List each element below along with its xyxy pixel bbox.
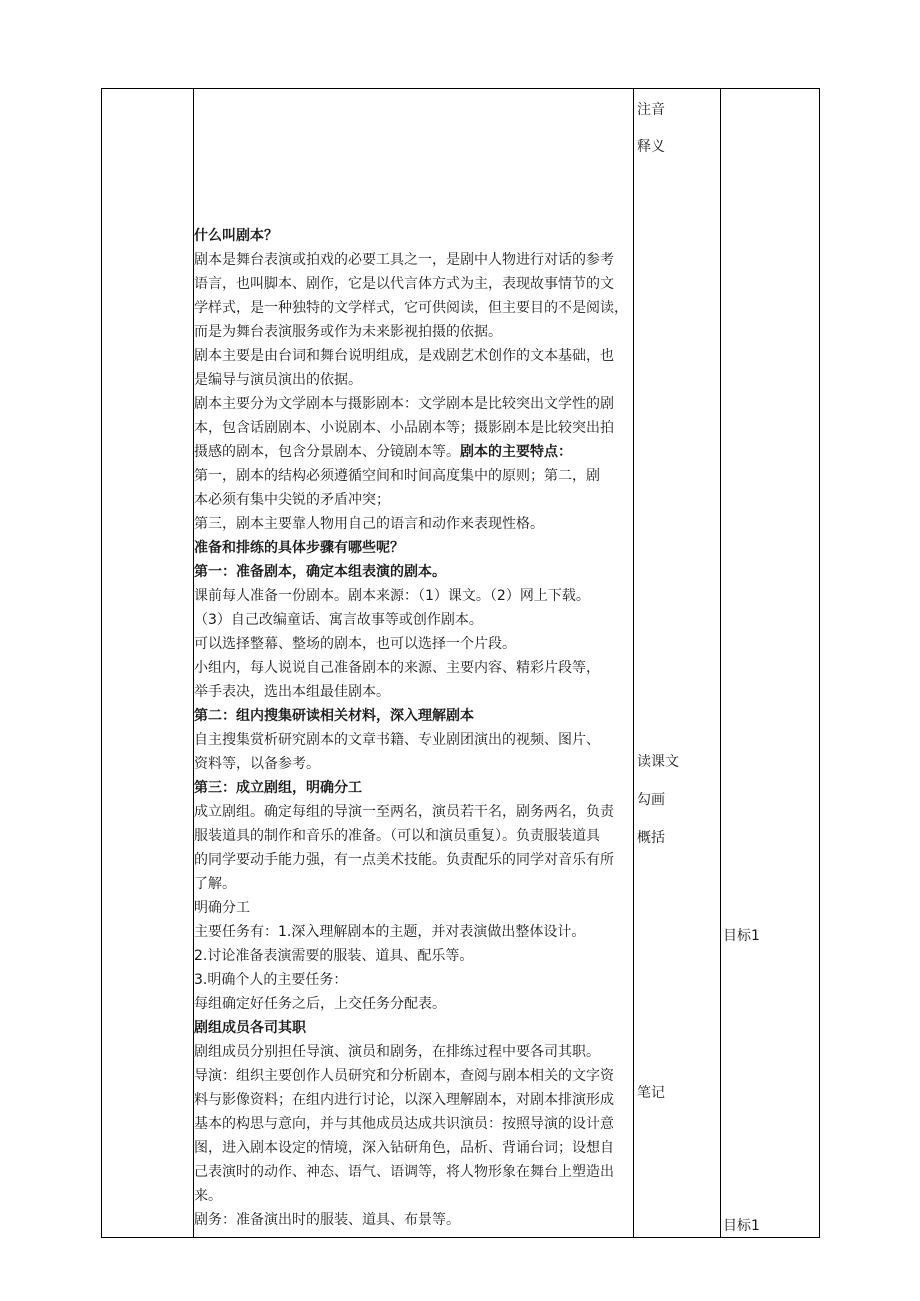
- content-line: [194, 369, 362, 391]
- line-text: 2.讨论准备表演需要的服装、道具、配乐等。: [194, 948, 474, 964]
- line-text: 了解。: [194, 876, 236, 892]
- section-heading: [194, 561, 446, 583]
- content-line: [194, 993, 446, 1015]
- line-text: 小组内，每人说说自己准备剧本的来源、主要内容、精彩片段等，: [194, 660, 600, 676]
- note-definition: 释义: [637, 139, 665, 155]
- content-line: [194, 897, 250, 919]
- line-text: 剧务：准备演出时的服装、道具、布景等。: [194, 1212, 460, 1228]
- content-line: [194, 1185, 222, 1207]
- line-text: 服装道具的制作和音乐的准备。（可以和演员重复）。负责服装道具: [194, 828, 600, 844]
- line-text: 第三：成立剧组，明确分工: [194, 780, 362, 796]
- table-top-border: [101, 88, 820, 89]
- content-line: [194, 345, 614, 367]
- section-heading: [194, 537, 404, 559]
- content-line: [194, 849, 614, 871]
- note-summarize: 概括: [637, 830, 665, 846]
- content-line: [194, 273, 614, 295]
- section-heading: [194, 225, 278, 247]
- content-line: [194, 321, 502, 343]
- content-line: [194, 513, 544, 535]
- content-line: [194, 1113, 614, 1135]
- content-line: [194, 585, 590, 607]
- column-divider-3: [720, 88, 721, 1238]
- line-text: 3.明确个人的主要任务：: [194, 972, 348, 988]
- content-line: [194, 1137, 614, 1159]
- line-text: 第一：准备剧本，确定本组表演的剧本。: [194, 564, 446, 580]
- line-text: 基本的构思与意向，并与其他成员达成共识演员：按照导演的设计意: [194, 1116, 614, 1132]
- line-text: 摄感的剧本，包含分景剧本、分镜剧本等。: [194, 444, 460, 460]
- line-text: 准备和排练的具体步骤有哪些呢？: [194, 540, 404, 556]
- content-line: [194, 969, 347, 991]
- note-read-text: 读课文: [637, 754, 679, 770]
- line-text: 明确分工: [194, 900, 250, 916]
- content-line: [194, 801, 614, 823]
- line-text: 成立剧组。确定每组的导演一至两名，演员若干名，剧务两名，负责: [194, 804, 614, 820]
- line-text: 课前每人准备一份剧本。剧本来源：（1）课文。（2）网上下载。: [194, 588, 590, 604]
- line-text: 第二：组内搜集研读相关材料，深入理解剧本: [194, 708, 474, 724]
- line-text: 第一，剧本的结构必须遵循空间和时间高度集中的原则；第二，剧: [194, 468, 600, 484]
- line-text: 剧组成员分别担任导演、演员和剧务，在排练过程中要各司其职。: [194, 1044, 600, 1060]
- column-divider-2: [633, 88, 634, 1238]
- line-text: 本必须有集中尖锐的矛盾冲突；: [194, 492, 390, 508]
- content-line: [194, 729, 600, 751]
- content-line: [194, 1161, 614, 1183]
- line-text: 第三，剧本主要靠人物用自己的语言和动作来表现性格。: [194, 516, 544, 532]
- note-pinyin: 注音: [637, 102, 665, 118]
- table-left-border: [101, 88, 102, 1238]
- line-text: 学样式，是一种独特的文学样式，它可供阅读，但主要目的不是阅读，: [194, 300, 628, 316]
- content-line: [194, 297, 628, 319]
- line-text: 语言，也叫脚本、剧作，它是以代言体方式为主，表现故事情节的文: [194, 276, 614, 292]
- table-right-border: [819, 88, 820, 1238]
- content-line: [194, 609, 483, 631]
- line-text: 剧本主要是由台词和舞台说明组成，是戏剧艺术创作的文本基础，也: [194, 348, 614, 364]
- table-bottom-border: [101, 1237, 820, 1238]
- section-heading: [194, 1017, 306, 1039]
- section-heading: [194, 705, 474, 727]
- line-text: 本，包含话剧剧本、小说剧本、小品剧本等；摄影剧本是比较突出拍: [194, 420, 614, 436]
- inline-heading: 剧本的主要特点：: [460, 444, 572, 460]
- line-text: 剧组成员各司其职: [194, 1020, 306, 1036]
- content-line: [194, 681, 390, 703]
- note-underline: 勾画: [637, 792, 665, 808]
- goal-label-1: 目标1: [723, 928, 760, 944]
- line-text: 什么叫剧本？: [194, 228, 278, 244]
- goal-label-2: 目标1: [723, 1218, 760, 1234]
- content-line: [194, 1065, 614, 1087]
- content-line: [194, 753, 320, 775]
- section-heading: [194, 777, 362, 799]
- content-line: [194, 441, 572, 463]
- content-line: [194, 249, 614, 271]
- content-line: [194, 1041, 600, 1063]
- line-text: 导演：组织主要创作人员研究和分析剧本，查阅与剧本相关的文字资: [194, 1068, 614, 1084]
- line-text: 己表演时的动作、神态、语气、语调等，将人物形象在舞台上塑造出: [194, 1164, 614, 1180]
- content-line: [194, 489, 390, 511]
- content-line: [194, 1209, 460, 1231]
- line-text: 剧本主要分为文学剧本与摄影剧本：文学剧本是比较突出文学性的剧: [194, 396, 614, 412]
- content-line: [194, 393, 614, 415]
- line-text: 而是为舞台表演服务或作为未来影视拍摄的依据。: [194, 324, 502, 340]
- line-text: 举手表决，选出本组最佳剧本。: [194, 684, 390, 700]
- content-line: [194, 417, 614, 439]
- content-line: [194, 633, 516, 655]
- line-text: 的同学要动手能力强，有一点美术技能。负责配乐的同学对音乐有所: [194, 852, 614, 868]
- line-text: 自主搜集赏析研究剧本的文章书籍、专业剧团演出的视频、图片、: [194, 732, 600, 748]
- content-line: [194, 465, 600, 487]
- line-text: 资料等，以备参考。: [194, 756, 320, 772]
- line-text: 料与影像资料；在组内进行讨论，以深入理解剧本，对剧本排演形成: [194, 1092, 614, 1108]
- content-line: [194, 657, 600, 679]
- line-text: 每组确定好任务之后，上交任务分配表。: [194, 996, 446, 1012]
- content-line: [194, 873, 236, 895]
- content-line: [194, 1089, 614, 1111]
- line-text: 可以选择整幕、整场的剧本，也可以选择一个片段。: [194, 636, 516, 652]
- line-text: 主要任务有：1.深入理解剧本的主题，并对表演做出整体设计。: [194, 924, 586, 940]
- line-text: 图，进入剧本设定的情境，深入钻研角色，品析、背诵台词；设想自: [194, 1140, 614, 1156]
- line-text: 来。: [194, 1188, 222, 1204]
- content-line: [194, 825, 600, 847]
- line-text: 是编导与演员演出的依据。: [194, 372, 362, 388]
- content-line: [194, 945, 473, 967]
- line-text: （3）自己改编童话、寓言故事等或创作剧本。: [194, 612, 483, 628]
- line-text: 剧本是舞台表演或拍戏的必要工具之一，是剧中人物进行对话的参考: [194, 252, 614, 268]
- content-line: [194, 921, 585, 943]
- note-take-notes: 笔记: [637, 1085, 665, 1101]
